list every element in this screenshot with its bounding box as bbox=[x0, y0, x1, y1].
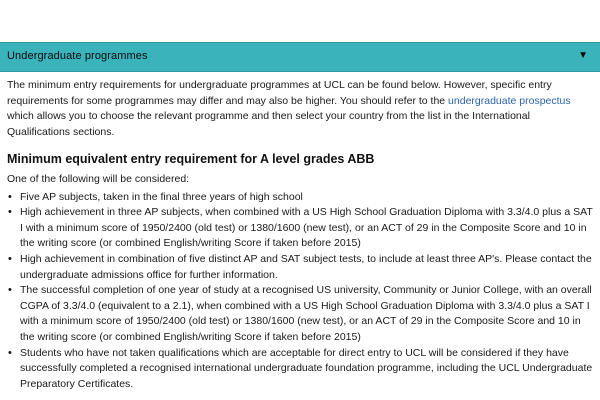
undergraduate-prospectus-link[interactable]: undergraduate prospectus bbox=[448, 94, 571, 107]
list-item: • Five AP subjects, taken in the final three years of high school bbox=[7, 190, 593, 206]
list-item: • High achievement in three AP subjects, when combined with a US High School Graduation Diploma with 3.3/4.0 plus a SAT I with a minimum score of 1950/2400 (old test) or 1380/1600 (new test), or an ACT of 29 in the Composite Score and 10 in the writing score (or combined English/writing Score if taken before 2015) bbox=[7, 205, 593, 252]
intro-paragraph bbox=[7, 78, 593, 140]
caret-down-icon[interactable]: ▼ bbox=[578, 50, 588, 61]
requirements-list bbox=[7, 190, 593, 393]
intro-text-after-link: which allows you to choose the relevant programme and then select your country from the list in the International Qualifications sections. bbox=[7, 110, 530, 138]
section-lead: One of the following will be considered: bbox=[7, 172, 190, 185]
accordion-header-undergraduate-programmes[interactable] bbox=[0, 42, 600, 72]
accordion-title: Undergraduate programmes bbox=[7, 50, 148, 62]
intro-text-before-link: The minimum entry requirements for undergraduate programmes at UCL can be found below. However, specific entry requirements for some programmes may differ and may also be higher. You should refer to the bbox=[7, 79, 552, 107]
list-item: • High achievement in combination of five distinct AP and SAT subject tests, to include at least three AP's. Please contact the undergraduate admissions office for further information. bbox=[7, 252, 593, 283]
list-item: • Students who have not taken qualifications which are acceptable for direct entry to UCL will be considered if they have successfully completed a recognised international undergraduate foundation programme, including the UCL Undergraduate Preparatory Certificates. bbox=[7, 346, 593, 393]
accordion-content bbox=[7, 78, 593, 392]
section-heading: Minimum equivalent entry requirement for A level grades ABB bbox=[7, 152, 375, 167]
list-item: • The successful completion of one year of study at a recognised US university, Community or Junior College, with an overall CGPA of 3.3/4.0 (equivalent to a 2.1), when combined with a US High School Graduation Diploma with 3.3/4.0 plus a SAT I with a minimum score of 1950/2400 (old test) or 1380/1600 (new test), or an ACT of 29 in the Composite Score and 10 in the writing score (or combined English/writing Score if taken before 2015) bbox=[7, 283, 593, 345]
